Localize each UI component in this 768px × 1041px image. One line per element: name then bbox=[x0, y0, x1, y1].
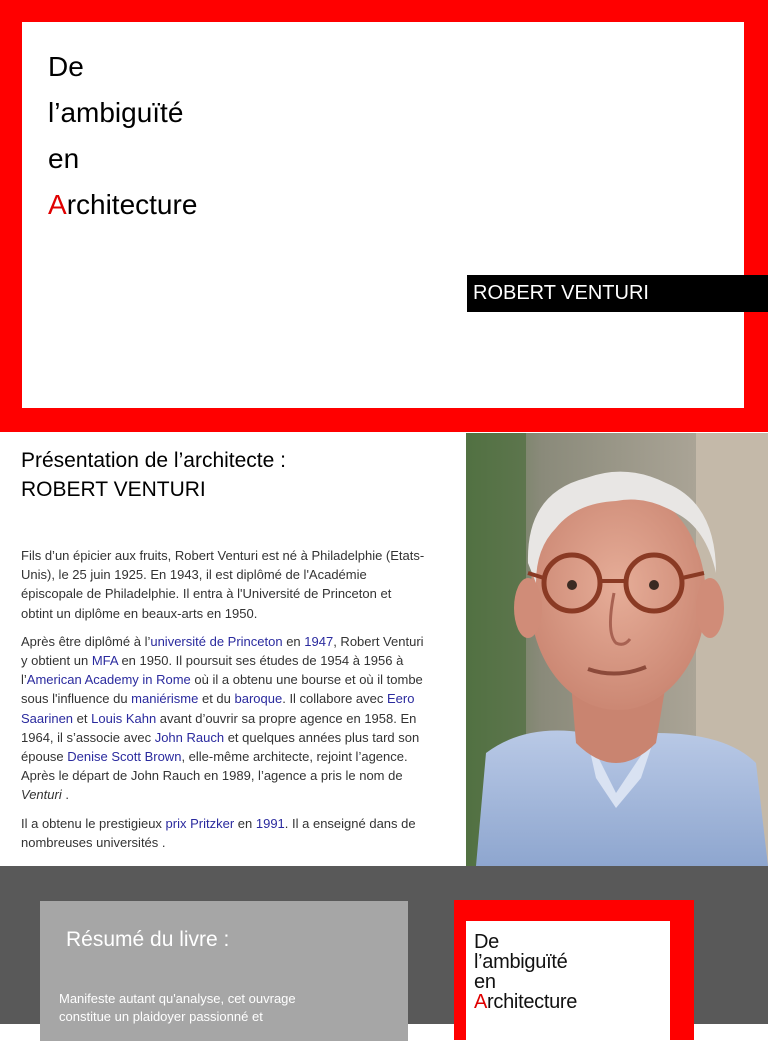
text-run: et bbox=[73, 710, 92, 726]
text-run: , elle-même architecte, rejoint l’agence. Après le départ de John Rauch en 1989, l’agence a pris le nom de bbox=[21, 749, 408, 784]
link-princeton[interactable]: université de Princeton bbox=[150, 633, 283, 649]
presentation-slide bbox=[0, 432, 768, 866]
title-line-rest: rchitecture bbox=[66, 189, 198, 220]
heading-line: ROBERT VENTURI bbox=[21, 478, 206, 501]
cover-accent-letter: A bbox=[474, 991, 488, 1013]
text-run: en bbox=[234, 815, 256, 831]
title-accent-letter: A bbox=[48, 189, 67, 220]
link-louis-kahn[interactable]: Louis Kahn bbox=[91, 710, 157, 726]
biography-text bbox=[21, 546, 426, 861]
cover-title-line bbox=[474, 992, 577, 1012]
title-line: en bbox=[48, 143, 80, 174]
link-1991[interactable]: 1991 bbox=[255, 815, 285, 831]
text-run: Il a obtenu le prestigieux bbox=[21, 815, 166, 831]
link-eero-saarinen[interactable]: Eero Saarinen bbox=[21, 691, 415, 726]
link-denise-scott-brown[interactable]: Denise Scott Brown bbox=[67, 749, 182, 765]
link-mfa[interactable]: MFA bbox=[91, 653, 118, 669]
text-run: Après être diplômé à l’ bbox=[21, 633, 151, 649]
text-run: avant d’ouvrir sa propre agence en 1958. En 1964, il s’associe avec bbox=[21, 710, 417, 745]
text-run: où il a obtenu une bourse et où il tombe sous l'influence du bbox=[21, 672, 423, 707]
link-prix-pritzker[interactable]: prix Pritzker bbox=[165, 815, 235, 831]
title-line bbox=[48, 182, 197, 228]
summary-box bbox=[40, 901, 408, 1041]
text-run: , Robert Venturi y obtient un bbox=[21, 633, 424, 669]
bio-paragraph: Fils d’un épicier aux fruits, Robert Venturi est né à Philadelphie (Etats-Unis), le 25 juin 1925. En 1943, il est diplômé de l'Académie épiscopale de Philadelphie. Il entra à l'Université de Princeton et obtint un diplôme en beaux-arts en 1950. bbox=[21, 548, 425, 621]
title-line: l’ambiguïté bbox=[48, 97, 184, 128]
summary-text: Manifeste autant qu'analyse, cet ouvrage constitue un plaidoyer passionné et bbox=[59, 991, 296, 1024]
title-line: De bbox=[48, 51, 84, 82]
text-run: . bbox=[61, 787, 69, 803]
cover-title-line: De bbox=[474, 931, 499, 953]
text-run: et quelques années plus tard son épouse bbox=[21, 729, 420, 765]
text-run: en 1950. Il poursuit ses études de 1954 à 1956 à l’ bbox=[21, 653, 404, 688]
cover-title-line: en bbox=[474, 971, 496, 993]
cover-title-line: l’ambiguïté bbox=[474, 951, 568, 973]
portrait-illustration bbox=[466, 433, 768, 866]
book-cover-image bbox=[454, 900, 694, 1040]
text-run: . Il collabore avec bbox=[282, 691, 387, 707]
portrait-photo bbox=[466, 433, 768, 866]
summary-slide bbox=[0, 866, 768, 1024]
link-john-rauch[interactable]: John Rauch bbox=[154, 729, 225, 745]
link-manierisme[interactable]: maniérisme bbox=[131, 691, 199, 707]
text-run: en bbox=[282, 633, 305, 649]
bio-paragraph bbox=[21, 632, 426, 805]
heading-line: Présentation de l’architecte : bbox=[21, 449, 286, 472]
link-1947[interactable]: 1947 bbox=[304, 633, 334, 649]
bio-paragraph bbox=[21, 814, 426, 852]
agency-name: Venturi bbox=[21, 787, 62, 803]
cover-title-rest: rchitecture bbox=[487, 991, 578, 1013]
slide-heading bbox=[21, 446, 441, 504]
link-american-academy[interactable]: American Academy in Rome bbox=[26, 672, 191, 688]
summary-title: Résumé du livre : bbox=[66, 928, 230, 951]
link-baroque[interactable]: baroque bbox=[234, 691, 283, 707]
cover-slide bbox=[0, 0, 768, 432]
book-cover-title bbox=[474, 932, 577, 1012]
author-name-bar: ROBERT VENTURI bbox=[467, 275, 768, 312]
text-run: et du bbox=[198, 691, 235, 707]
text-run: . Il a enseigné dans de nombreuses universités . bbox=[21, 815, 416, 850]
book-title bbox=[48, 44, 197, 228]
